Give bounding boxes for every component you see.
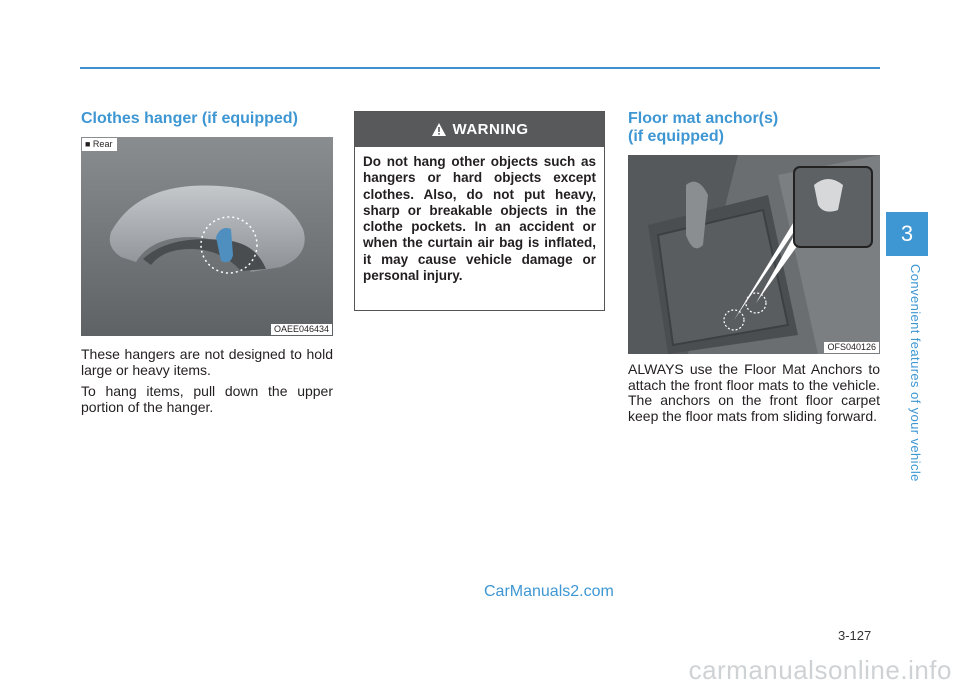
hanger-paragraph-1: These hangers are not designed to hold large or heavy items. [81,346,333,378]
floor-mat-title-line2: (if equipped) [628,128,724,145]
warning-text: Do not hang other objects such as hangers or hard objects except clothes. Also, do not put heavy, sharp or breakable objects in the clothe pockets. In an accident or when the curtain air bag is inflated, it may cause vehicle damage or personal injury. [363,154,596,284]
floor-mat-title [628,110,778,146]
watermark-carmanualsonline[interactable]: carmanualsonline.info [688,655,952,685]
floor-mat-photo [628,155,880,354]
clothes-hanger-photo [81,137,333,336]
warning-label: WARNING [452,121,529,138]
warning-header [355,112,604,147]
rear-tag: ■ Rear [82,138,117,151]
clothes-hanger-text [81,347,333,421]
clothes-hanger-title: Clothes hanger (if equipped) [81,110,298,127]
chapter-tab: 3 [886,212,928,256]
header-rule [80,67,880,69]
page-number: 3-127 [838,628,872,643]
image-code-hanger: OAEE046434 [271,324,332,335]
hanger-paragraph-2: To hang items, pull down the upper portion of the hanger. [81,383,333,415]
chapter-title: Convenient features of your vehicle [908,264,923,482]
floor-mat-title-line1: Floor mat anchor(s) [628,110,779,127]
floor-mat-text: ALWAYS use the Floor Mat Anchors to attach the front floor mats to the vehicle. The anchors on the front floor carpet keep the floor mats from sliding forward. [628,361,880,424]
warning-triangle-icon [431,122,447,137]
warning-box [354,111,605,311]
watermark-carmanuals2[interactable]: CarManuals2.com [484,583,614,600]
image-code-floor-mat: OFS040126 [824,342,879,353]
